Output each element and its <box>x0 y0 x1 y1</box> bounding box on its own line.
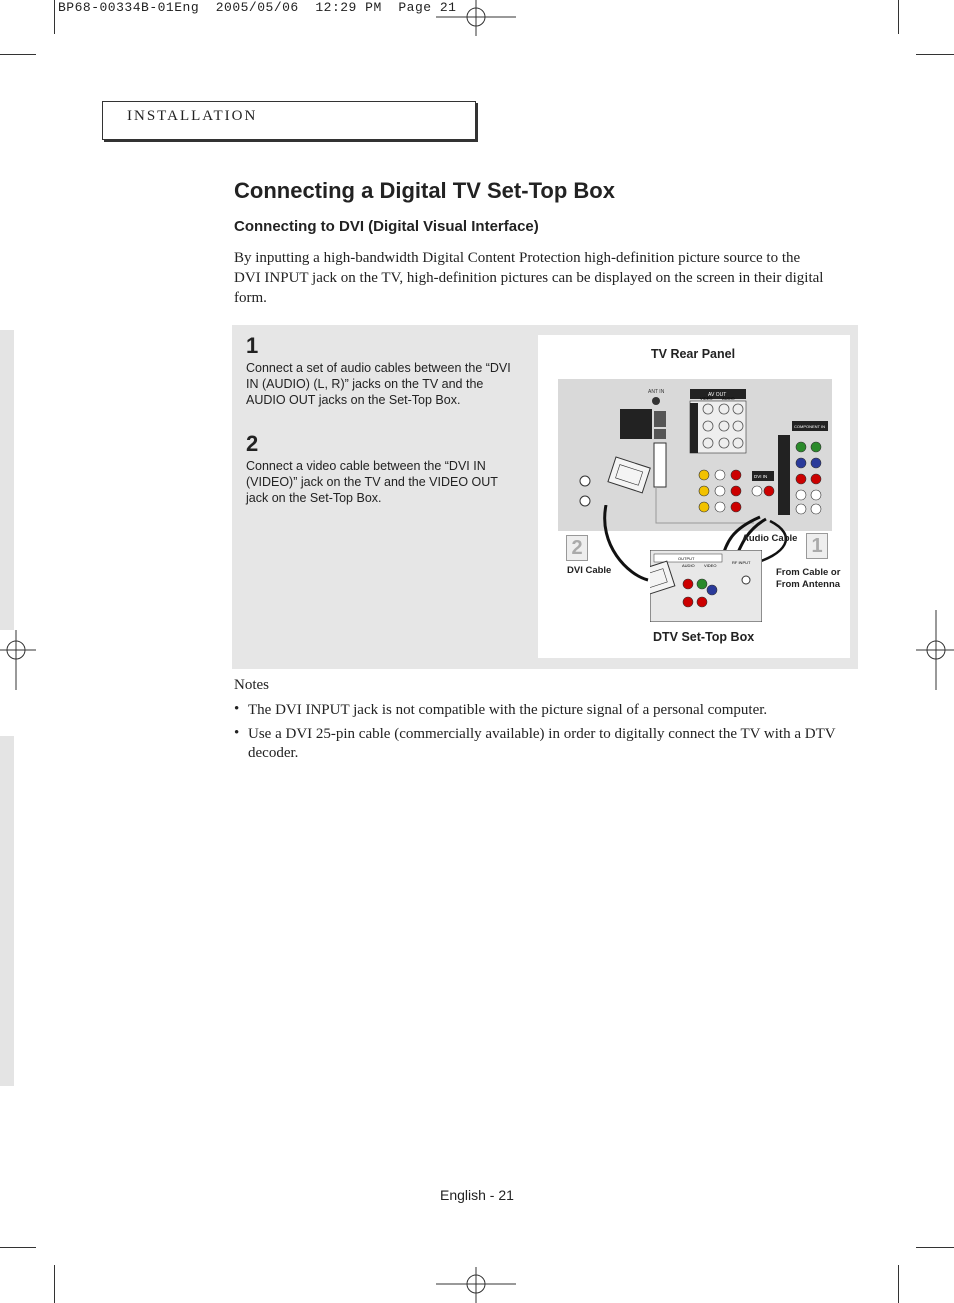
registration-mark <box>916 610 954 690</box>
tv-rear-panel-label: TV Rear Panel <box>651 347 736 361</box>
crop-mark <box>0 54 36 55</box>
step-text: Connect a video cable between the “DVI IN (VIDEO)” jack on the TV and the VIDEO OUT jack on the Set-Top Box. <box>246 459 498 505</box>
svg-text:AUDIO: AUDIO <box>722 396 735 401</box>
antenna-source-label: From Cable or From Antenna <box>776 567 841 590</box>
registration-mark <box>436 1267 516 1303</box>
audio-cable-label: Audio Cable <box>742 533 798 544</box>
crop-mark <box>0 1247 36 1248</box>
crop-mark <box>898 0 899 34</box>
svg-text:AUDIO: AUDIO <box>682 563 695 568</box>
svg-text:COMPONENT IN: COMPONENT IN <box>794 424 826 429</box>
note-bullet: • <box>234 701 240 717</box>
step-text: Connect a set of audio cables between the “DVI IN (AUDIO) (L, R)” jacks on the TV and the AUDIO OUT jacks on the Set-Top Box. <box>246 361 511 407</box>
intro-paragraph: By inputting a high-bandwidth Digital Content Protection high-definition picture source to the DVI INPUT jack on the TV, high-definition pictures can be displayed on the screen in their digital form. <box>234 250 824 306</box>
sidebar-tab <box>0 736 17 1086</box>
step-badge: 1 <box>806 533 828 559</box>
print-header: BP68-00334B-01Eng 2005/05/06 12:29 PM Page 21 <box>58 0 457 15</box>
page-title: Connecting a Digital TV Set-Top Box <box>234 178 615 203</box>
section-label: INSTALLATION <box>127 108 258 124</box>
svg-text:OUTPUT: OUTPUT <box>678 556 695 561</box>
crop-mark <box>54 0 55 34</box>
page-footer: English - 21 <box>440 1187 514 1203</box>
crop-mark <box>916 1247 954 1248</box>
note-bullet: • <box>234 725 240 741</box>
note-item: Use a DVI 25-pin cable (commercially available) in order to digitally connect the TV with a DTV decoder. <box>248 726 836 761</box>
crop-mark <box>54 1265 55 1303</box>
connection-diagram <box>538 335 850 658</box>
crop-mark <box>898 1265 899 1303</box>
svg-text:RF INPUT: RF INPUT <box>732 560 751 565</box>
svg-text:DVI IN: DVI IN <box>754 474 768 479</box>
svg-text:ANT IN: ANT IN <box>648 389 665 395</box>
sidebar-tab <box>0 330 17 630</box>
set-top-box-illustration <box>650 550 762 622</box>
svg-text:VIDEO: VIDEO <box>704 563 717 568</box>
step-number: 1 <box>246 333 259 358</box>
svg-text:VIDEO: VIDEO <box>700 396 713 401</box>
dtv-box-label: DTV Set-Top Box <box>653 630 755 644</box>
step-badge: 2 <box>566 535 588 561</box>
page-subtitle: Connecting to DVI (Digital Visual Interface) <box>234 218 539 235</box>
dvi-cable-label: DVI Cable <box>567 565 612 576</box>
note-item: The DVI INPUT jack is not compatible with the picture signal of a personal computer. <box>248 702 768 718</box>
step-number: 2 <box>246 431 259 456</box>
svg-text:AV OUT: AV OUT <box>708 392 727 398</box>
crop-mark <box>916 54 954 55</box>
notes-title: Notes <box>234 677 269 693</box>
